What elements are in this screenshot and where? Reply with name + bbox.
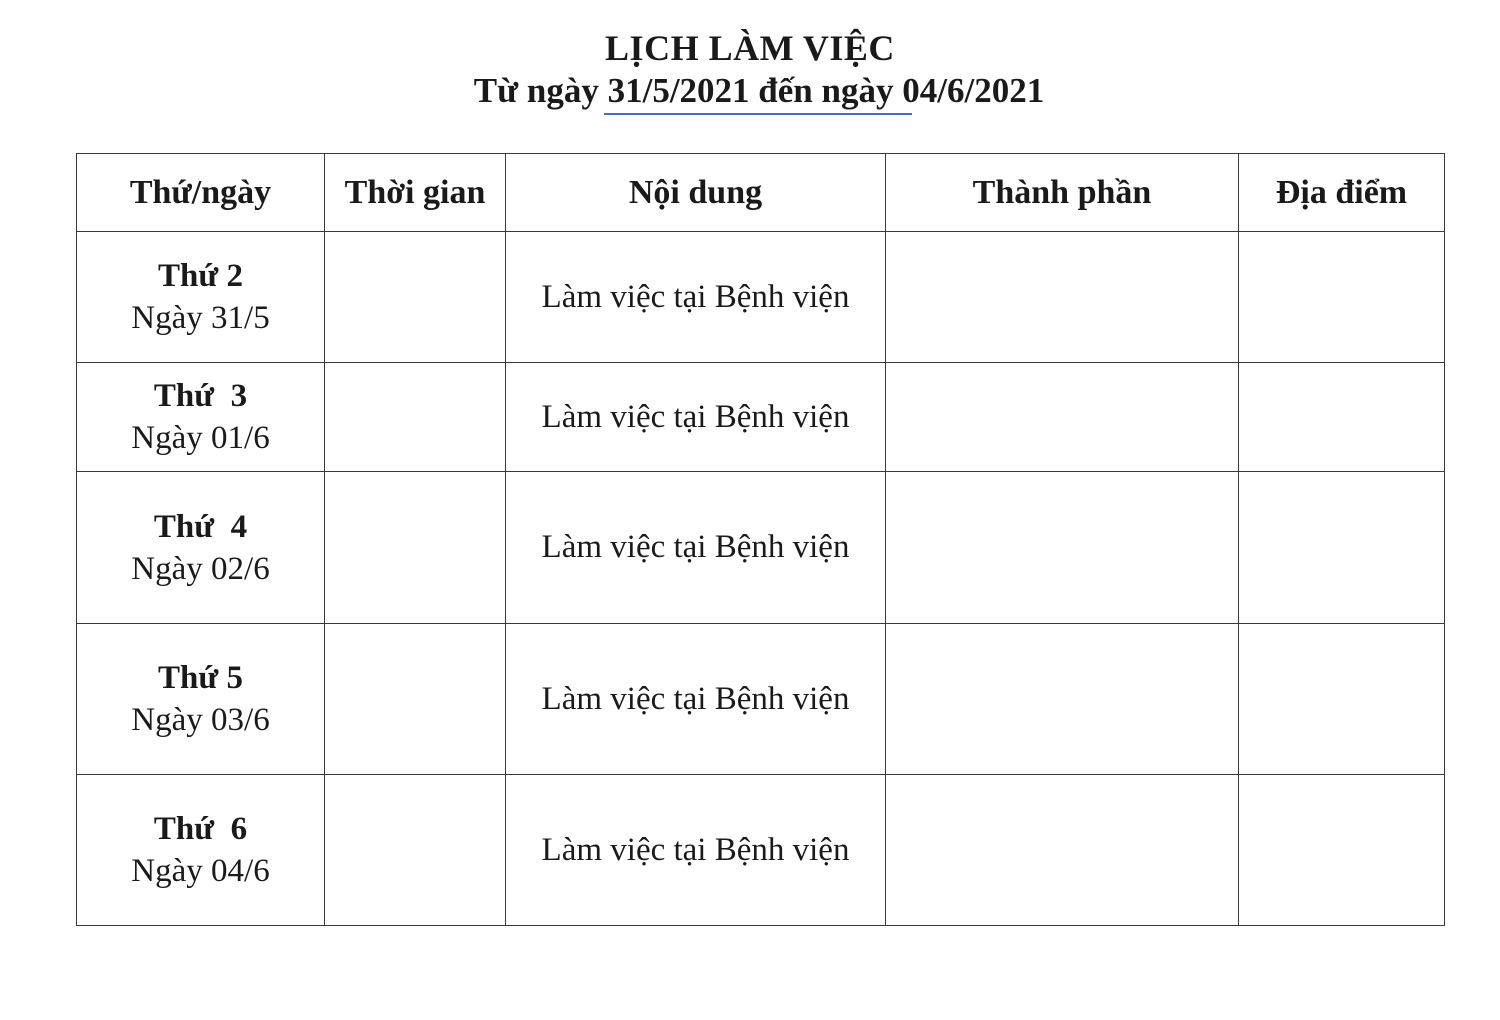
- time-cell: [325, 775, 506, 926]
- date-label: Ngày 03/6: [131, 702, 270, 738]
- table-row: [77, 775, 1445, 926]
- table-header-row: [77, 154, 1445, 232]
- location-cell: [1239, 232, 1445, 363]
- participants-cell: [886, 232, 1239, 363]
- day-cell: [77, 363, 325, 472]
- table-row: [77, 472, 1445, 624]
- day-cell: [77, 775, 325, 926]
- content-cell: Làm việc tại Bệnh viện: [506, 775, 886, 926]
- day-label: Thứ 5: [158, 660, 243, 696]
- date-label: Ngày 31/5: [131, 300, 270, 336]
- day-label: Thứ 6: [153, 811, 248, 847]
- header-time: Thời gian: [325, 154, 506, 232]
- header-content: Nội dung: [506, 154, 886, 232]
- time-cell: [325, 472, 506, 624]
- participants-cell: [886, 624, 1239, 775]
- header-day: Thứ/ngày: [77, 154, 325, 232]
- date-label: Ngày 02/6: [131, 550, 270, 587]
- document-subtitle: Từ ngày 31/5/2021 đến ngày 04/6/2021: [473, 71, 1045, 110]
- time-cell: [325, 232, 506, 363]
- header-participants: Thành phần: [886, 154, 1239, 232]
- participants-cell: [886, 472, 1239, 624]
- location-cell: [1239, 472, 1445, 624]
- table-row: [77, 363, 1445, 472]
- content-cell: Làm việc tại Bệnh viện: [506, 472, 886, 624]
- day-label: Thứ 4: [153, 508, 248, 545]
- time-cell: [325, 624, 506, 775]
- location-cell: [1239, 624, 1445, 775]
- participants-cell: [886, 363, 1239, 472]
- location-cell: [1239, 775, 1445, 926]
- table-row: [77, 232, 1445, 363]
- content-cell: Làm việc tại Bệnh viện: [506, 232, 886, 363]
- date-label: Ngày 04/6: [131, 853, 270, 889]
- day-label: Thứ 2: [158, 258, 243, 294]
- header-location: Địa điểm: [1239, 154, 1445, 232]
- day-cell: [77, 232, 325, 363]
- schedule-table: [76, 153, 1445, 926]
- day-cell: [77, 624, 325, 775]
- content-cell: Làm việc tại Bệnh viện: [506, 624, 886, 775]
- day-label: Thứ 3: [153, 378, 248, 414]
- time-cell: [325, 363, 506, 472]
- participants-cell: [886, 775, 1239, 926]
- date-label: Ngày 01/6: [131, 420, 270, 456]
- day-cell: [77, 472, 325, 624]
- subtitle-underline: [604, 113, 912, 115]
- location-cell: [1239, 363, 1445, 472]
- content-cell: Làm việc tại Bệnh viện: [506, 363, 886, 472]
- document-title: LỊCH LÀM VIỆC: [605, 28, 895, 68]
- table-row: [77, 624, 1445, 775]
